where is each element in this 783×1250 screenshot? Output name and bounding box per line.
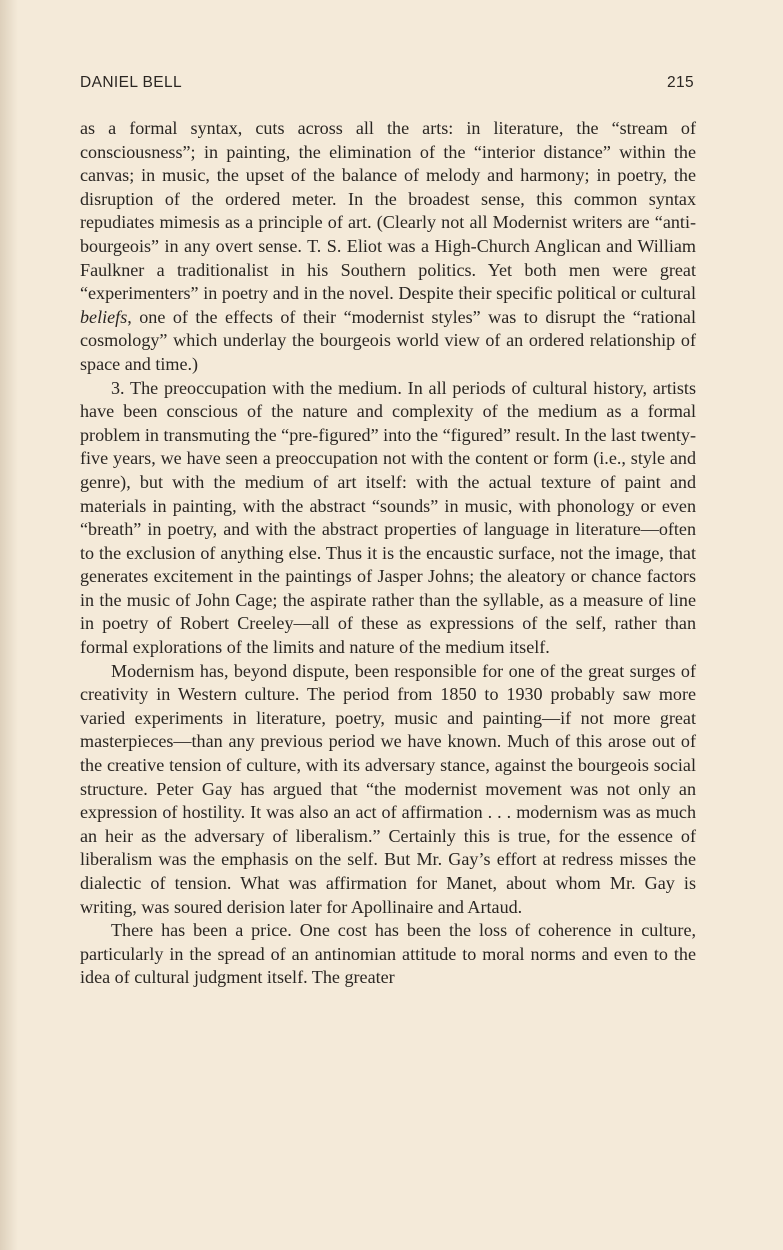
paragraph-continued <box>80 117 696 377</box>
author-name: DANIEL BELL <box>80 74 183 91</box>
page-gutter-shadow <box>0 0 18 1250</box>
emphasized-word: beliefs <box>80 306 128 327</box>
body-text <box>80 117 696 990</box>
text-run: , one of the effects of their “modernist styles” was to disrupt the “rational cosmology” which underlay the bourgeois world view of an ordered relationship of space and time.) <box>80 306 696 374</box>
page-number: 215 <box>666 74 694 91</box>
text-run: as a formal syntax, cuts across all the arts: in literature, the “stream of consciousness”; in painting, the elimination of the “interior distance” within the canvas; in music, the upset of the balance of melody and harmony; in poetry, the disruption of the ordered meter. In the broadest sense, this common syntax repudiates mimesis as a principle of art. (Clearly not all Modernist writers are “anti-bourgeois” in any overt sense. T. S. Eliot was a High-Church Anglican and William Faulkner a traditionalist in his Southern politics. Yet both men were great “experimenters” in poetry and in the novel. Despite their specific political or cultural <box>80 118 696 304</box>
paragraph: 3. The preoccupation with the medium. In all periods of cultural history, artists have been conscious of the nature and complexity of the medium as a formal problem in transmuting the “pre-figured” into the “figured” result. In the last twenty-five years, we have seen a preoccupation not with the content or form (i.e., style and genre), but with the medium of art itself: with the actual texture of paint and materials in painting, with the abstract “sounds” in music, with phonology or even “breath” in poetry, and with the abstract properties of language in literature—often to the exclusion of anything else. Thus it is the encaustic surface, not the image, that generates excitement in the paintings of Jasper Johns; the aleatory or chance factors in the music of John Cage; the aspirate rather than the syllable, as a measure of line in poetry of Robert Creeley—all of these as expressions of the self, rather than formal explorations of the limits and nature of the medium itself. <box>80 377 696 658</box>
running-head <box>80 74 694 92</box>
paragraph: There has been a price. One cost has been the loss of coherence in culture, particularly in the spread of an antinomian attitude to moral norms and even to the idea of cultural judgment itself. The greater <box>80 920 696 988</box>
paragraph: Modernism has, beyond dispute, been responsible for one of the great surges of creativity in Western culture. The period from 1850 to 1930 probably saw more varied experiments in literature, poetry, music and painting—if not more great masterpieces—than any previous period we have known. Much of this arose out of the creative tension of culture, with its adversary stance, against the bourgeois social structure. Peter Gay has argued that “the modernist movement was not only an expression of hostility. It was also an act of affirmation . . . modernism was as much an heir as the adversary of liberalism.” Certainly this is true, for the essence of liberalism was the emphasis on the self. But Mr. Gay’s effort at redress misses the dialectic of tension. What was affirmation for Manet, about whom Mr. Gay is writing, was soured derision later for Apollinaire and Artaud. <box>80 660 696 917</box>
